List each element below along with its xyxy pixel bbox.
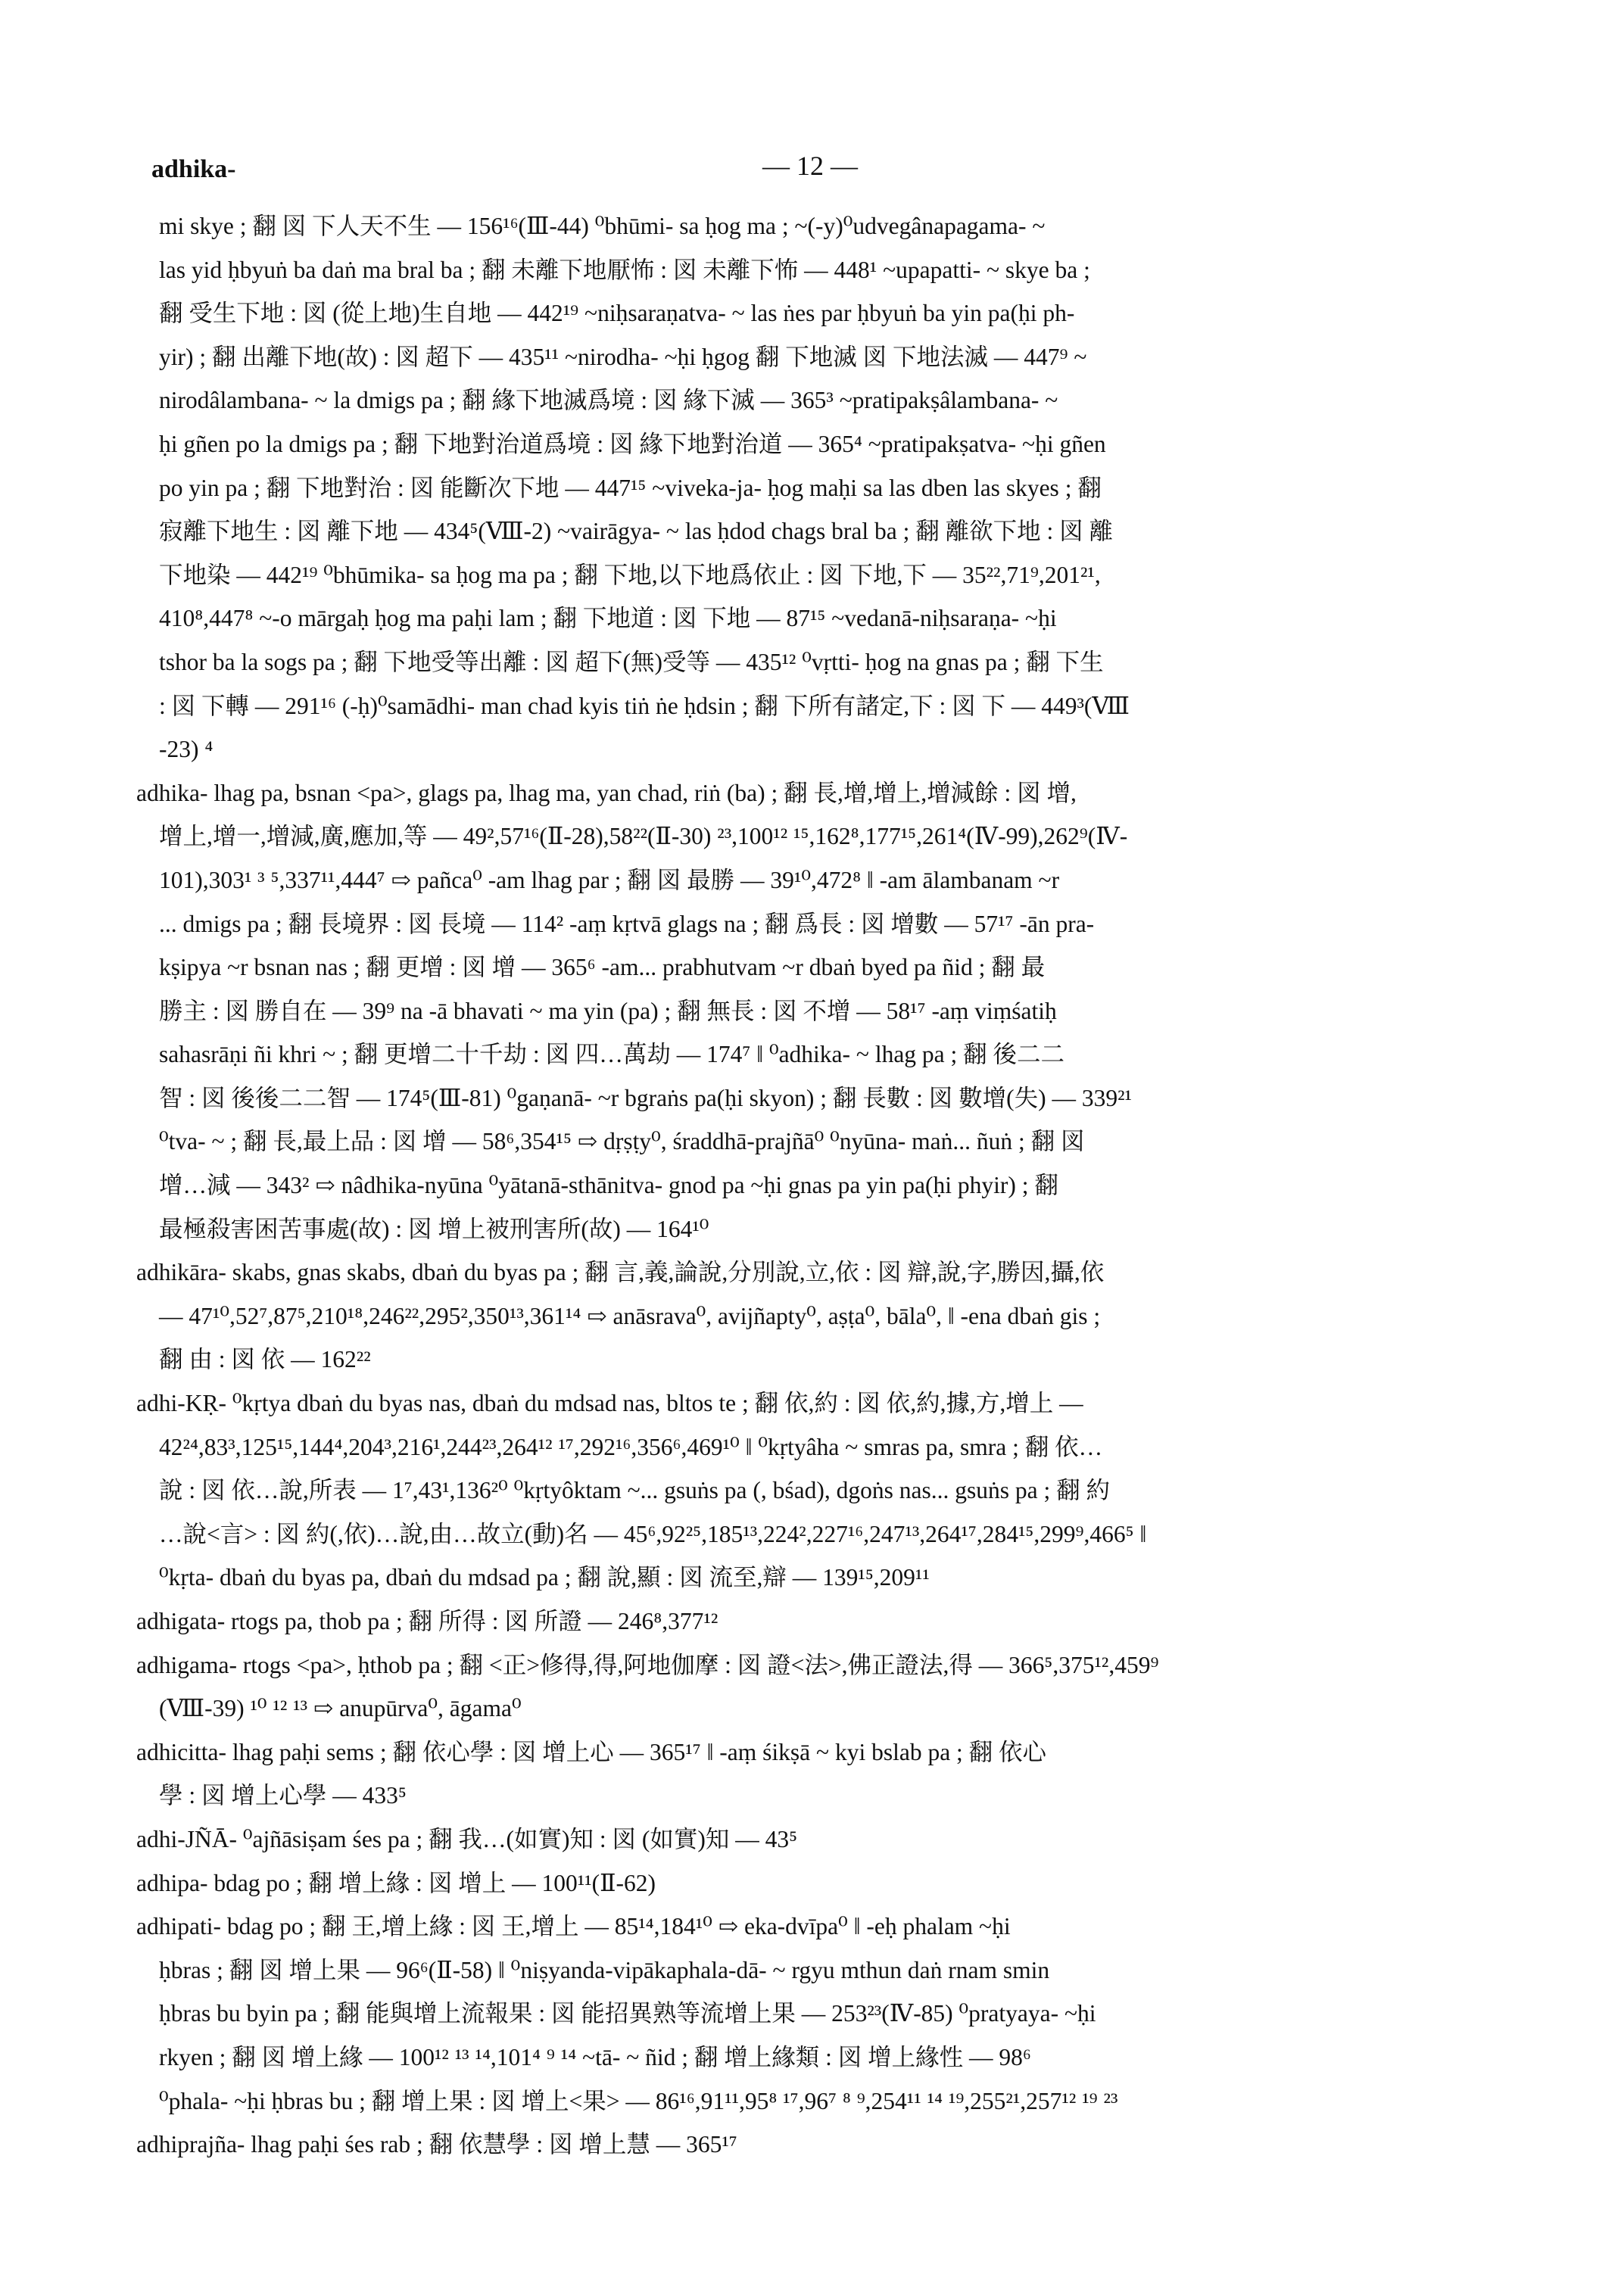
entry-line: 42²⁴,83³,125¹⁵,144⁴,204³,216¹,244²³,264¹² ¹⁷,292¹⁶,356⁶,469¹⁰ ‖ ⁰kṛtyâha ~ smras pa, smra ; 翻 依… bbox=[159, 1433, 1103, 1460]
entry-line: — 47¹⁰,52⁷,87⁵,210¹⁸,246²²,295²,350¹³,361¹⁴ ⇨ anāsrava⁰, avijñapty⁰, aṣṭa⁰, bāla⁰, ‖ -ena dbaṅ gis ; bbox=[159, 1302, 1101, 1329]
running-headword: adhika- bbox=[151, 155, 236, 183]
entry-line: adhika- lhag pa, bsnan <pa>, glags pa, lhag ma, yan chad, riṅ (ba) ; 翻 長,增,增上,增減餘 : 図 增, bbox=[136, 779, 1077, 806]
entry-line: 翻 由 : 図 依 — 162²² bbox=[159, 1346, 371, 1373]
dictionary-entry bbox=[136, 1862, 1492, 1905]
entry-line: adhigama- rtogs <pa>, ḥthob pa ; 翻 <正>修得,得,阿地伽摩 : 図 證<法>,佛正證法,得 — 366⁵,375¹²,459⁹ bbox=[136, 1651, 1159, 1678]
entry-line: adhikāra- skabs, gnas skabs, dbaṅ du byas pa ; 翻 言,義,論說,分別說,立,依 : 図 辯,說,字,勝因,攝,依 bbox=[136, 1259, 1105, 1286]
entry-line: adhi-JÑĀ- ⁰ajñāsiṣam śes pa ; 翻 我…(如實)知 : 図 (如實)知 — 43⁵ bbox=[136, 1825, 798, 1852]
entry-line: rkyen ; 翻 図 增上緣 — 100¹² ¹³ ¹⁴,101⁴ ⁹ ¹⁴ ~tā- ~ ñid ; 翻 增上緣類 : 図 增上緣性 — 98⁶ bbox=[159, 2043, 1031, 2070]
entry-line: adhigata- rtogs pa, thob pa ; 翻 所得 : 図 所證 — 246⁸,377¹² bbox=[136, 1608, 718, 1634]
dictionary-entry bbox=[136, 2123, 1492, 2167]
entry-line: nirodâlambana- ~ la dmigs pa ; 翻 緣下地滅爲境 : 図 緣下滅 — 365³ ~pratipakṣâlambana- ~ bbox=[159, 387, 1058, 414]
entry-line: ḥbras ; 翻 図 增上果 — 96⁶(Ⅱ-58) ‖ ⁰niṣyanda-vipākaphala-dā- ~ rgyu mthun daṅ rnam smin bbox=[159, 1956, 1050, 1983]
entry-line: adhipa- bdag po ; 翻 增上緣 : 図 增上 — 100¹¹(Ⅱ-62) bbox=[136, 1869, 656, 1896]
dictionary-body bbox=[136, 204, 1492, 2167]
dictionary-entry bbox=[136, 771, 1492, 1251]
entry-line: adhi-KṚ- ⁰kṛtya dbaṅ du byas nas, dbaṅ du mdsad nas, bltos te ; 翻 依,約 : 図 依,約,據,方,增上 — bbox=[136, 1390, 1083, 1417]
entry-line: 增…減 — 343² ⇨ nâdhika-nyūna ⁰yātanā-sthānitva- gnod pa ~ḥi gnas pa yin pa(ḥi phyir) ; 翻 bbox=[159, 1172, 1058, 1199]
entry-line: ⁰phala- ~ḥi ḥbras bu ; 翻 增上果 : 図 增上<果> — 86¹⁶,91¹¹,95⁸ ¹⁷,96⁷ ⁸ ⁹,254¹¹ ¹⁴ ¹⁹,255²¹,257¹² ¹⁹ ²³ bbox=[159, 2087, 1118, 2114]
entry-line: 最極殺害困苦事處(故) : 図 增上被刑害所(故) — 164¹⁰ bbox=[159, 1215, 709, 1242]
entry-line: (Ⅷ-39) ¹⁰ ¹² ¹³ ⇨ anupūrva⁰, āgama⁰ bbox=[159, 1695, 522, 1722]
entry-line: ḥbras bu byin pa ; 翻 能與增上流報果 : 図 能招異熟等流增上果 — 253²³(Ⅳ-85) ⁰pratyaya- ~ḥi bbox=[159, 2000, 1096, 2027]
entry-line: 410⁸,447⁸ ~-o mārgaḥ ḥog ma paḥi lam ; 翻 下地道 : 図 下地 — 87¹⁵ ~vedanā-niḥsaraṇa- ~ḥi bbox=[159, 605, 1057, 632]
dictionary-entry bbox=[136, 1643, 1492, 1731]
entry-line: …說<言> : 図 約(,依)…說,由…故立(動)名 — 45⁶,92²⁵,185¹³,224²,227¹⁶,247¹³,264¹⁷,284¹⁵,299⁹,466⁵ ‖ bbox=[159, 1520, 1147, 1547]
entry-line: 智 : 図 後後二二智 — 174⁵(Ⅲ-81) ⁰gaṇanā- ~r bgraṅs pa(ḥi skyon) ; 翻 長數 : 図 數增(失) — 339²¹ bbox=[159, 1084, 1132, 1111]
entry-line: 說 : 図 依…說,所表 — 1⁷,43¹,136²⁰ ⁰kṛtyôktam ~... gsuṅs pa (, bśad), dgoṅs nas... gsuṅs pa ; 翻 約 bbox=[159, 1477, 1110, 1504]
dictionary-entry bbox=[136, 1251, 1492, 1382]
entry-line: 學 : 図 增上心學 — 433⁵ bbox=[159, 1782, 407, 1809]
entry-line: adhicitta- lhag paḥi sems ; 翻 依心學 : 図 增上心 — 365¹⁷ ‖ -aṃ śikṣā ~ kyi bslab pa ; 翻 依心 bbox=[136, 1738, 1047, 1765]
entry-line: ⁰tva- ~ ; 翻 長,最上品 : 図 增 — 58⁶,354¹⁵ ⇨ dṛṣṭy⁰, śraddhā-prajñā⁰ ⁰nyūna- maṅ... ñuṅ ; 翻 図 bbox=[159, 1128, 1085, 1155]
dictionary-entry bbox=[136, 1382, 1492, 1600]
entry-line: 寂離下地生 : 図 離下地 — 434⁵(Ⅷ-2) ~vairāgya- ~ las ḥdod chags bral ba ; 翻 離欲下地 : 図 離 bbox=[159, 518, 1114, 545]
entry-line: adhiprajña- lhag paḥi śes rab ; 翻 依慧學 : 図 增上慧 — 365¹⁷ bbox=[136, 2131, 737, 2158]
entry-line: 下地染 — 442¹⁹ ⁰bhūmika- sa ḥog ma pa ; 翻 下地,以下地爲依止 : 図 下地,下 — 35²²,71⁹,201²¹, bbox=[159, 561, 1101, 588]
dictionary-entry bbox=[136, 1731, 1492, 1818]
dictionary-entry bbox=[136, 1905, 1492, 2123]
entry-line: 101),303¹ ³ ⁵,337¹¹,444⁷ ⇨ pañca⁰ -am lhag par ; 翻 図 最勝 — 39¹⁰,472⁸ ‖ -am ālambanam ~r bbox=[159, 866, 1060, 893]
dictionary-entry bbox=[136, 1600, 1492, 1643]
entry-line: adhipati- bdag po ; 翻 王,增上緣 : 図 王,增上 — 85¹⁴,184¹⁰ ⇨ eka-dvīpa⁰ ‖ -eḥ phalam ~ḥi bbox=[136, 1913, 1011, 1940]
entry-line: 勝主 : 図 勝自在 — 39⁹ na -ā bhavati ~ ma yin (pa) ; 翻 無長 : 図 不增 — 58¹⁷ -aṃ viṃśatiḥ bbox=[159, 997, 1057, 1024]
page-number: — 12 — bbox=[762, 151, 858, 181]
entry-line: mi skye ; 翻 図 下人天不生 — 156¹⁶(Ⅲ-44) ⁰bhūmi- sa ḥog ma ; ~(-y)⁰udvegânapagama- ~ bbox=[159, 213, 1046, 239]
entry-line: yir) ; 翻 出離下地(故) : 図 超下 — 435¹¹ ~nirodha- ~ḥi ḥgog 翻 下地滅 図 下地法滅 — 447⁹ ~ bbox=[159, 343, 1087, 370]
entry-line: kṣipya ~r bsnan nas ; 翻 更增 : 図 增 — 365⁶ -am... prabhutvam ~r dbaṅ byed pa ñid ; 翻 最 bbox=[159, 954, 1046, 981]
entry-line: po yin pa ; 翻 下地對治 : 図 能斷次下地 — 447¹⁵ ~viveka-ja- ḥog maḥi sa las dben las skyes ; 翻 bbox=[159, 474, 1102, 501]
entry-line: -23) ⁴ bbox=[159, 736, 214, 763]
dictionary-entry bbox=[136, 204, 1492, 771]
entry-line: 翻 受生下地 : 図 (從上地)生自地 — 442¹⁹ ~niḥsaraṇatva- ~ las ṅes par ḥbyuṅ ba yin pa(ḥi ph- bbox=[159, 300, 1075, 327]
entry-line: 增上,增一,增減,廣,應加,等 — 49²,57¹⁶(Ⅱ-28),58²²(Ⅱ-30) ²³,100¹² ¹⁵,162⁸,177¹⁵,261⁴(Ⅳ-99),262⁹(Ⅳ- bbox=[159, 823, 1128, 850]
dictionary-entry bbox=[136, 1818, 1492, 1862]
entry-line: ... dmigs pa ; 翻 長境界 : 図 長境 — 114² -aṃ kṛtvā glags na ; 翻 爲長 : 図 增數 — 57¹⁷ -ān pra- bbox=[159, 910, 1095, 937]
entry-line: ⁰kṛta- dbaṅ du byas pa, dbaṅ du mdsad pa ; 翻 說,顯 : 図 流至,辯 — 139¹⁵,209¹¹ bbox=[159, 1564, 930, 1591]
entry-line: sahasrāṇi ñi khri ~ ; 翻 更增二十千劫 : 図 四…萬劫 — 174⁷ ‖ ⁰adhika- ~ lhag pa ; 翻 後二二 bbox=[159, 1041, 1065, 1068]
entry-line: ḥi gñen po la dmigs pa ; 翻 下地對治道爲境 : 図 緣下地對治道 — 365⁴ ~pratipakṣatva- ~ḥi gñen bbox=[159, 430, 1106, 457]
entry-line: las yid ḥbyuṅ ba daṅ ma bral ba ; 翻 未離下地厭怖 : 図 未離下怖 — 448¹ ~upapatti- ~ skye ba ; bbox=[159, 256, 1090, 283]
entry-line: : 図 下轉 — 291¹⁶ (-ḥ)⁰samādhi- man chad kyis tiṅ ṅe ḥdsin ; 翻 下所有諸定,下 : 図 下 — 449³(Ⅷ bbox=[159, 692, 1130, 719]
entry-line: tshor ba la sogs pa ; 翻 下地受等出離 : 図 超下(無)受等 — 435¹² ⁰vṛtti- ḥog na gnas pa ; 翻 下生 bbox=[159, 648, 1104, 675]
